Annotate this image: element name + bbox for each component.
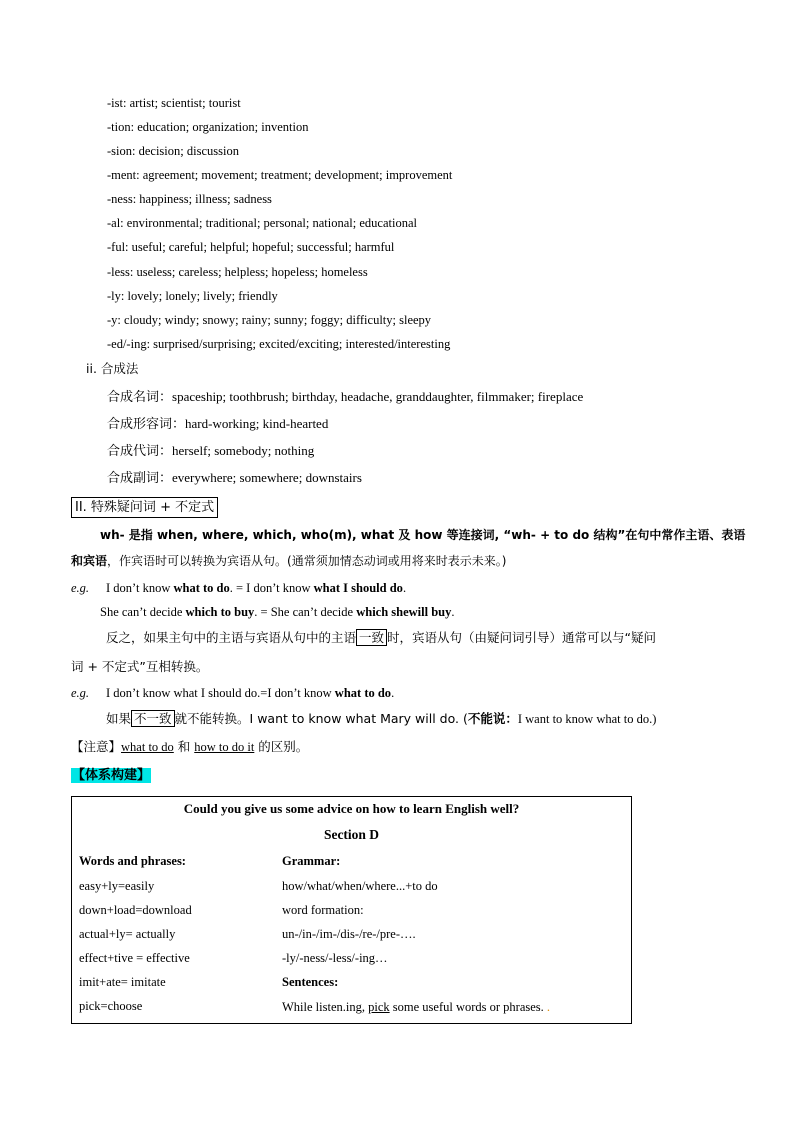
grammar-heading: Grammar: [282, 854, 341, 868]
compound-pronouns [107, 443, 314, 460]
eg-label-2: e.g. [71, 686, 90, 700]
table-title: Could you give us some advice on how to learn English well? [183, 801, 520, 816]
word-item: easy+ly=easily [79, 879, 155, 893]
word-item: down+load=download [79, 903, 192, 917]
grammar-item: how/what/when/where...+to do [282, 879, 438, 893]
suffix-ist: -ist: artist; scientist; tourist [107, 96, 241, 110]
compound-nouns [107, 389, 583, 406]
suffix-ful: -ful: useful; careful; helpful; hopeful; successful; harmful [107, 240, 395, 254]
suffix-ment: -ment: agreement; movement; treatment; development; improvement [107, 168, 453, 182]
section-ii-title: II. 特殊疑问词 + 不定式 [71, 497, 218, 518]
word-item: effect+tive = effective [79, 951, 190, 965]
suffix-y: -y: cloudy; windy; snowy; rainy; sunny; foggy; difficulty; sleepy [107, 313, 432, 327]
suffix-sion: -sion: decision; discussion [107, 144, 239, 158]
words-phrases-heading: Words and phrases: [79, 854, 186, 868]
compound-label: 合成形容词： [107, 417, 186, 432]
compound-text: herself; somebody; nothing [172, 443, 315, 458]
non-conversion-rule: 如果 不一致 就不能转换。I want to know what Mary will do. (不能说：I want to know what to do.) [106, 711, 657, 726]
suffix-tion: -tion: education; organization; invention [107, 120, 309, 134]
compound-adverbs [107, 470, 362, 487]
example-2: She can’t decide which to buy. = She can’t decide which shewill buy. [100, 605, 455, 619]
sentences-heading: Sentences: [282, 975, 339, 989]
wh-definition-line1: wh- 是指 when, where, which, who(m), what 及 how 等连接词, “wh- + to do 结构”在句中常作主语、表语 [100, 528, 746, 542]
word-item: pick=choose [79, 999, 143, 1013]
compound-text: everywhere; somewhere; downstairs [172, 470, 362, 485]
suffix-ness: -ness: happiness; illness; sadness [107, 192, 272, 206]
suffix-al: -al: environmental; traditional; personal; national; educational [107, 216, 417, 230]
system-build-label: 【体系构建】 [72, 768, 151, 783]
example-1: I don’t know what to do. = I don’t know what I should do. [106, 581, 407, 595]
eg-label: e.g. [71, 581, 90, 595]
sentence-item: While listen.ing, pick some useful words or phrases. . [282, 1000, 551, 1014]
suffix-ly: -ly: lovely; lonely; lively; friendly [107, 289, 278, 303]
grammar-item: -ly/-ness/-less/-ing… [282, 951, 388, 965]
grammar-item: word formation: [282, 903, 364, 917]
compound-text: spaceship; toothbrush; birthday, headache, granddaughter, filmmaker; fireplace [172, 389, 584, 404]
compound-label: 合成名词： [107, 390, 173, 405]
conversion-rule-line2: 词 + 不定式”互相转换。 [71, 659, 209, 674]
compound-label: 合成副词： [107, 471, 173, 486]
grammar-item: un-/in-/im-/dis-/re-/pre-…. [282, 927, 416, 941]
suffix-less: -less: useless; careless; helpless; hopeless; homeless [107, 265, 368, 279]
table-section: Section D [323, 827, 380, 842]
conversion-rule-line1: 反之，如果主句中的主语与宾语从句中的主语 一致 时，宾语从句（由疑问词引导）通常可以与“疑问 [106, 630, 657, 645]
compound-text: hard-working; kind-hearted [185, 416, 329, 431]
compound-label: 合成代词： [107, 444, 173, 459]
compound-adjectives [107, 416, 328, 433]
note-line: 【注意】what to do 和 how to do it 的区别。 [71, 739, 309, 754]
summary-table [71, 796, 632, 1024]
word-item: actual+ly= actually [79, 927, 176, 941]
wh-definition-line2: 和宾语，作宾语时可以转换为宾语从句。(通常须加情态动词或用将来时表示未来。) [71, 554, 507, 568]
suffix-ed-ing: -ed/-ing: surprised/surprising; excited/exciting; interested/interesting [107, 337, 451, 351]
example-3: I don’t know what I should do.=I don’t know what to do. [106, 686, 395, 700]
compound-heading: ii. 合成法 [86, 361, 139, 376]
word-item: imit+ate= imitate [79, 975, 166, 989]
